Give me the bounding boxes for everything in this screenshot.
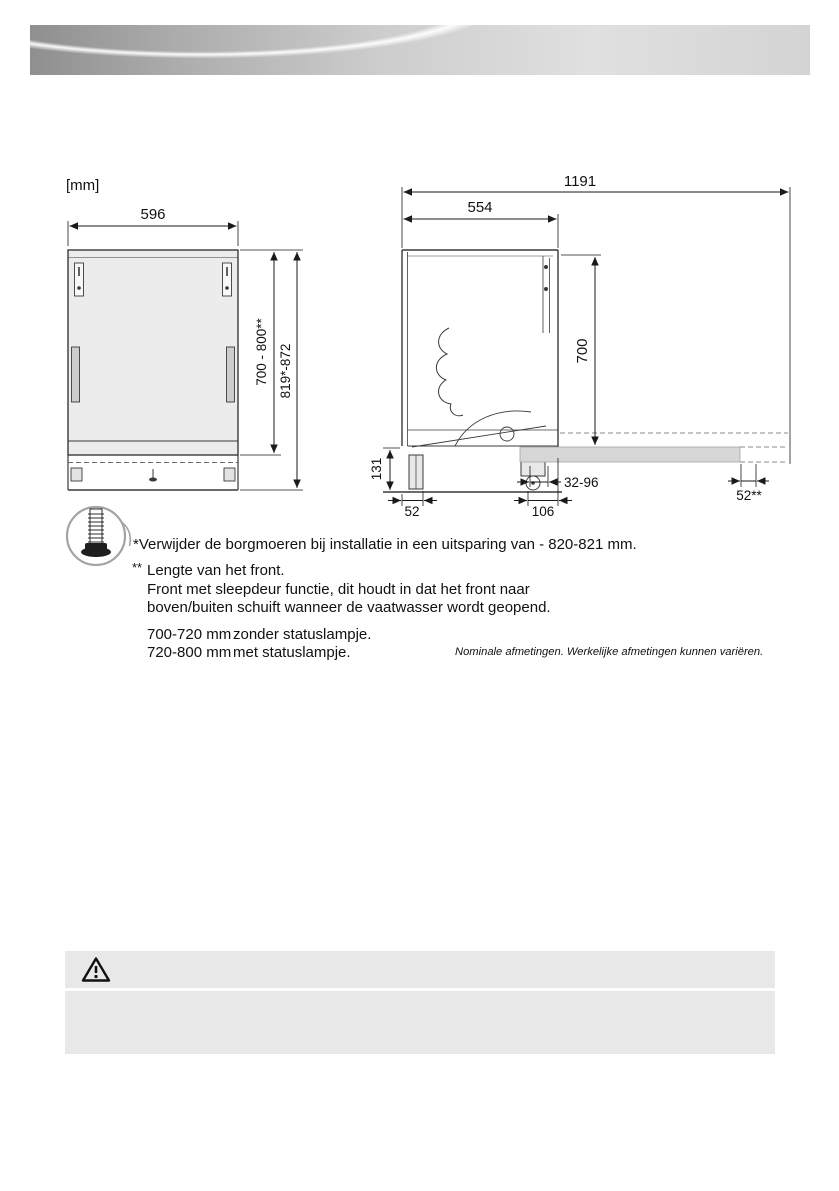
front-length-clearance-dim-label: 52**	[736, 488, 762, 503]
front-foot-offset-dim-label: 52	[404, 504, 420, 519]
warning-text-box	[65, 991, 775, 1054]
side-overall-width-dim-label: 1191	[563, 173, 597, 190]
side-view-diagram	[383, 250, 788, 492]
leveling-foot-icon	[67, 507, 130, 565]
footnote1-marker: *	[133, 536, 139, 553]
footnote2-line1: Lengte van het front.	[147, 562, 285, 579]
header-band	[30, 25, 810, 75]
side-view-dimension-lines	[383, 187, 790, 506]
warning-triangle-icon	[81, 956, 111, 983]
footnote2-line3: boven/buiten schuift wanneer de vaatwasser wordt geopend.	[147, 599, 551, 616]
dimensions-disclaimer: Nominale afmetingen. Werkelijke afmetingen kunnen variëren.	[455, 646, 764, 658]
side-depth-dim-label: 554	[467, 199, 493, 216]
plinth-height-dim-label: 131	[369, 457, 384, 481]
rear-foot-offset-dim-label: 106	[531, 504, 555, 519]
side-height-dim-label: 700	[574, 338, 591, 364]
recess-range-dim-label: 32-96	[564, 475, 599, 490]
warning-banner	[65, 951, 775, 988]
front-range2-text: met statuslampje.	[233, 644, 351, 661]
front-view-diagram	[68, 250, 238, 490]
front-range1-text: zonder statuslampje.	[233, 626, 372, 643]
footnote2-marker: **	[132, 560, 143, 575]
installation-diagram	[0, 0, 839, 575]
front-range-without-lamp	[147, 626, 371, 643]
front-range2-value: 720-800 mm	[147, 644, 232, 661]
front-overall-height-dim-label: 819*-872	[278, 343, 293, 399]
front-view-dimension-lines	[68, 221, 303, 490]
footnote1-text: Verwijder de borgmoeren bij installatie in een uitsparing van - 820-821 mm.	[138, 536, 637, 553]
front-range-with-lamp	[147, 644, 351, 661]
front-range1-value: 700-720 mm	[147, 626, 232, 643]
front-panel-height-dim-label: 700 - 800**	[254, 318, 269, 386]
footnote2-line2: Front met sleepdeur functie, dit houdt in dat het front naar	[147, 581, 530, 598]
footnote-borgmoeren	[133, 536, 637, 553]
front-width-dim-label: 596	[140, 206, 166, 223]
unit-label: [mm]	[66, 177, 100, 194]
